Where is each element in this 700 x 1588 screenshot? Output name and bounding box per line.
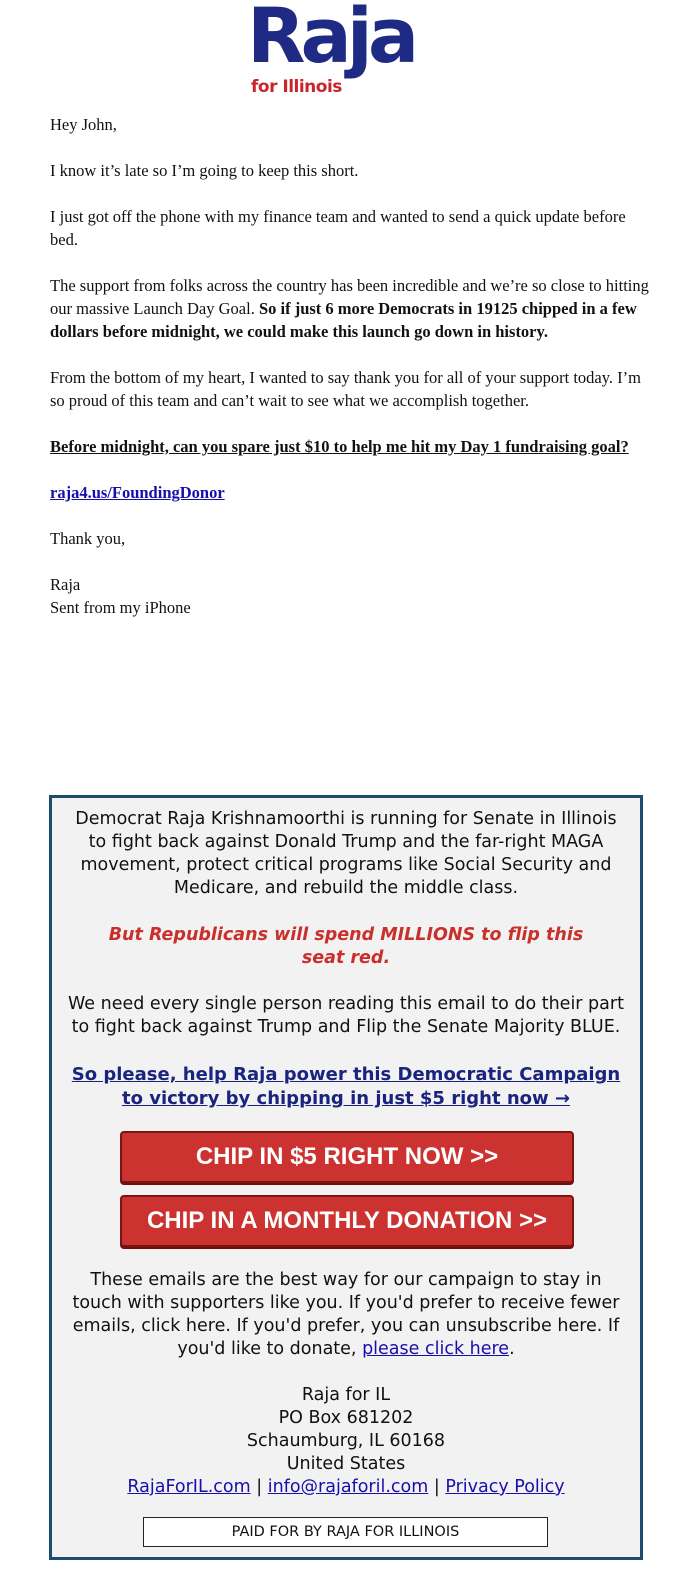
footer-need: We need every single person reading this email to do their part to fight back against Trump and Flip the Senate Majority BLUE.	[68, 994, 624, 1037]
email-link[interactable]: info@rajaforil.com	[267, 1477, 429, 1497]
donation-ask[interactable]: Before midnight, can you spare just $10 to help me hit my Day 1 fundraising goal?	[50, 437, 629, 456]
campaign-logo	[247, 0, 447, 101]
chip-in-monthly-button[interactable]: CHIP IN A MONTHLY DONATION >>	[120, 1195, 574, 1247]
link-separator: |	[433, 1477, 440, 1497]
greeting: Hey John,	[50, 115, 117, 134]
address-city: Schaumburg, IL 60168	[246, 1431, 446, 1451]
footer-intro: Democrat Raja Krishnamoorthi is running for Senate in Illinois to fight back against Donald Trump and the far-right MAGA movement, protect critical programs like Social Security and Medicare, and rebuild the middle class.	[75, 809, 617, 898]
email-letter	[50, 113, 650, 642]
emails-text: These emails are the best way for our campaign to stay in touch with supporters like you. If you'd prefer to receive fewer emails, click here. If you'd prefer, you can unsubscribe here. If you'd like to donate,	[72, 1270, 620, 1359]
footer-cta-link[interactable]: So please, help Raja power this Democratic Campaign to victory by chipping in just $5 right now →	[71, 1064, 621, 1109]
address-po: PO Box 681202	[278, 1408, 414, 1428]
signature-block	[50, 573, 650, 619]
chip-in-5-button[interactable]: CHIP IN $5 RIGHT NOW >>	[120, 1131, 574, 1183]
footer-box	[49, 795, 643, 1560]
site-link[interactable]: RajaForIL.com	[127, 1477, 251, 1497]
donate-click-link[interactable]: please click here	[362, 1339, 510, 1359]
footer-cta-paragraph	[64, 1063, 628, 1111]
privacy-policy-link[interactable]: Privacy Policy	[445, 1477, 565, 1497]
logo-tagline: for Illinois	[251, 77, 342, 97]
sent-from: Sent from my iPhone	[50, 598, 191, 617]
link-separator: |	[256, 1477, 263, 1497]
paragraph-2: I just got off the phone with my finance team and wanted to send a quick update before bed.	[50, 207, 626, 249]
paragraph-3-bold: So if just 6 more Democrats in 19125 chipped in a few dollars before midnight, we could make this launch go down in history.	[50, 299, 637, 341]
footer-emails-text	[64, 1269, 628, 1361]
paragraph-3	[50, 274, 650, 343]
signoff: Thank you,	[50, 529, 126, 548]
paragraph-3-text: The support from folks across the country has been incredible and we’re so close to hitting our massive Launch Day Goal.	[50, 276, 649, 318]
address-country: United States	[286, 1454, 406, 1474]
emails-end: .	[509, 1339, 515, 1359]
address-org: Raja for IL	[301, 1385, 391, 1405]
donate-link-paragraph	[50, 481, 650, 504]
paragraph-1: I know it’s late so I’m going to keep this short.	[50, 161, 359, 180]
signature: Raja	[50, 575, 81, 594]
paid-for-disclaimer: PAID FOR BY RAJA FOR ILLINOIS	[143, 1517, 548, 1547]
donate-link[interactable]: raja4.us/FoundingDonor	[50, 483, 225, 502]
logo-name: Raja	[247, 0, 415, 80]
paragraph-4: From the bottom of my heart, I wanted to say thank you for all of your support today. I’m so proud of this team and can’t wait to see what we accomplish together.	[50, 368, 641, 410]
mailing-address	[64, 1384, 628, 1499]
footer-warning: But Republicans will spend MILLIONS to flip this seat red.	[108, 925, 584, 968]
